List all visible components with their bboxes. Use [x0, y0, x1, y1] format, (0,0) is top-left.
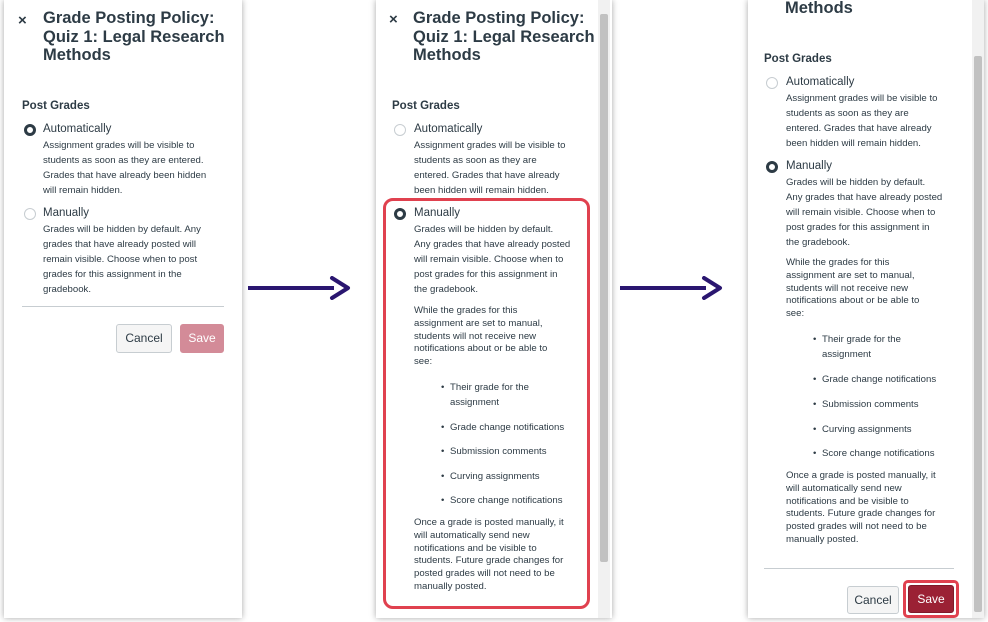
- desc-line: Grades will be hidden by default.: [414, 224, 554, 235]
- bullet-icon: •: [813, 424, 817, 435]
- automatically-radio[interactable]: [394, 124, 406, 136]
- bullet-icon: •: [441, 422, 445, 433]
- desc-line: students as soon as they are: [414, 155, 537, 166]
- desc-line: Grades will be hidden by default.: [786, 177, 926, 188]
- note-line: Once a grade is posted manually, it: [414, 517, 564, 528]
- automatically-radio[interactable]: [24, 124, 36, 136]
- list-item-text: Score change notifications: [822, 448, 935, 459]
- list-item-text: Their grade for the: [450, 382, 529, 393]
- manual-note: [786, 257, 919, 321]
- note-line: will automatically send new: [786, 482, 902, 494]
- posted-note: [786, 470, 936, 547]
- manually-radio[interactable]: [394, 208, 406, 220]
- cancel-button[interactable]: Cancel: [116, 324, 172, 353]
- scrollbar[interactable]: [972, 0, 984, 618]
- desc-line: students as soon as they are: [786, 108, 909, 119]
- close-icon[interactable]: ×: [389, 11, 398, 28]
- desc-line: been hidden will remain hidden.: [786, 138, 921, 149]
- desc-line: entered. Grades that have already: [414, 170, 560, 181]
- automatically-label[interactable]: Automatically: [786, 76, 855, 88]
- desc-line: grades for this assignment in the: [43, 269, 182, 280]
- bullet-icon: •: [813, 399, 817, 410]
- bullet-icon: •: [813, 448, 817, 459]
- list-item-text: Submission comments: [822, 399, 919, 410]
- manually-description: [786, 175, 942, 250]
- desc-line: been hidden will remain hidden.: [414, 185, 549, 196]
- list-item-text: Curving assignments: [822, 424, 912, 435]
- note-line: Once a grade is posted manually, it: [786, 470, 936, 481]
- title-line: Grade Posting Policy:: [413, 9, 585, 27]
- note-line: notifications and be visible to: [414, 542, 537, 554]
- bullet-icon: •: [441, 495, 445, 506]
- desc-line: post grades for this assignment in: [786, 222, 930, 233]
- title-line: Methods: [43, 46, 111, 64]
- manual-note: [414, 305, 547, 369]
- note-line: posted grades will not need to be: [786, 521, 927, 533]
- note-line: While the grades for this: [414, 305, 518, 316]
- footer-divider: [764, 568, 954, 569]
- note-line: manually posted.: [414, 580, 487, 592]
- desc-line: will remain visible. Choose when to: [786, 207, 936, 218]
- list-item-text: assignment: [822, 349, 872, 360]
- bullet-icon: •: [441, 382, 445, 393]
- dialog-title: [43, 9, 225, 65]
- post-grades-label: Post Grades: [392, 100, 460, 112]
- dialog-panel-step-2: [376, 0, 612, 618]
- note-line: notifications about or be able to: [414, 343, 548, 355]
- desc-line: gradebook.: [43, 284, 92, 295]
- cancel-button[interactable]: Cancel: [847, 586, 899, 614]
- automatically-radio[interactable]: [766, 77, 778, 89]
- desc-line: grades that have already posted will: [43, 239, 197, 250]
- footer-divider: [22, 306, 224, 307]
- note-line: students. Future grade changes for: [414, 555, 564, 567]
- desc-line: Assignment grades will be visible to: [43, 140, 195, 151]
- close-icon[interactable]: ×: [18, 12, 27, 29]
- dialog-panel-step-1: [4, 0, 242, 618]
- manually-radio[interactable]: [24, 208, 36, 220]
- scrollbar-thumb[interactable]: [600, 14, 608, 562]
- title-line: Quiz 1: Legal Research: [413, 27, 595, 46]
- desc-line: Grades that have already been hidden: [43, 170, 207, 181]
- note-line: students will not receive new: [414, 330, 537, 342]
- list-item-text: Their grade for the: [822, 334, 901, 345]
- desc-line: Assignment grades will be visible to: [786, 93, 938, 104]
- desc-line: the gradebook.: [414, 284, 479, 295]
- title-line: Methods: [413, 46, 481, 64]
- desc-line: will remain visible. Choose when to: [414, 254, 564, 265]
- bullet-icon: •: [441, 471, 445, 482]
- note-line: students will not receive new: [786, 282, 909, 294]
- note-line: posted grades will not need to be: [414, 568, 555, 580]
- note-line: students. Future grade changes for: [786, 508, 936, 520]
- bullet-icon: •: [441, 446, 445, 457]
- note-line: see:: [414, 356, 433, 368]
- manually-label[interactable]: Manually: [414, 207, 461, 219]
- list-item-text: Grade change notifications: [450, 422, 565, 433]
- manually-radio[interactable]: [766, 161, 778, 173]
- list-item-text: Grade change notifications: [822, 374, 937, 385]
- note-line: see:: [786, 308, 805, 320]
- arrow-right-icon: [248, 276, 356, 300]
- save-button-disabled[interactable]: Save: [180, 324, 224, 353]
- list-item-text: Score change notifications: [450, 495, 563, 506]
- desc-line: students as soon as they are entered.: [43, 155, 204, 166]
- desc-line: Any grades that have already posted: [414, 239, 571, 250]
- title-line: Grade Posting Policy:: [43, 9, 215, 27]
- desc-line: Grades will be hidden by default. Any: [43, 224, 201, 235]
- list-item-text: assignment: [450, 397, 500, 408]
- title-line: Quiz 1: Legal Research: [43, 27, 225, 46]
- arrow-right-icon: [620, 276, 728, 300]
- note-line: While the grades for this: [786, 257, 890, 268]
- desc-line: the gradebook.: [786, 237, 851, 248]
- scrollbar[interactable]: [598, 0, 610, 618]
- save-button[interactable]: Save: [908, 585, 954, 613]
- manually-description: [414, 222, 570, 297]
- post-grades-label: Post Grades: [764, 53, 832, 65]
- note-line: will automatically send new: [414, 529, 530, 541]
- posted-note: [414, 517, 564, 594]
- note-line: notifications and be visible to: [786, 495, 909, 507]
- manually-description: [43, 222, 201, 297]
- bullet-icon: •: [813, 334, 817, 345]
- dialog-title-partial: Methods: [785, 0, 853, 17]
- bullet-icon: •: [813, 374, 817, 385]
- scrollbar-thumb[interactable]: [974, 56, 982, 612]
- automatically-description: [786, 91, 937, 151]
- manually-label[interactable]: Manually: [43, 207, 90, 219]
- automatically-description: [414, 138, 565, 198]
- desc-line: entered. Grades that have already: [786, 123, 932, 134]
- list-item-text: Submission comments: [450, 446, 547, 457]
- desc-line: Assignment grades will be visible to: [414, 140, 566, 151]
- automatically-description: [43, 138, 206, 198]
- note-line: assignment are set to manual,: [414, 317, 543, 329]
- desc-line: post grades for this assignment in: [414, 269, 558, 280]
- note-line: notifications about or be able to: [786, 295, 920, 307]
- dialog-panel-step-3: [748, 0, 984, 618]
- manually-label[interactable]: Manually: [786, 160, 833, 172]
- note-line: assignment are set to manual,: [786, 269, 915, 281]
- desc-line: Any grades that have already posted: [786, 192, 943, 203]
- desc-line: remain visible. Choose when to post: [43, 254, 198, 265]
- list-item-text: Curving assignments: [450, 471, 540, 482]
- note-line: manually posted.: [786, 533, 859, 545]
- dialog-title: [413, 9, 595, 65]
- desc-line: will remain hidden.: [43, 185, 123, 196]
- automatically-label[interactable]: Automatically: [414, 123, 483, 135]
- post-grades-label: Post Grades: [22, 100, 90, 112]
- automatically-label[interactable]: Automatically: [43, 123, 112, 135]
